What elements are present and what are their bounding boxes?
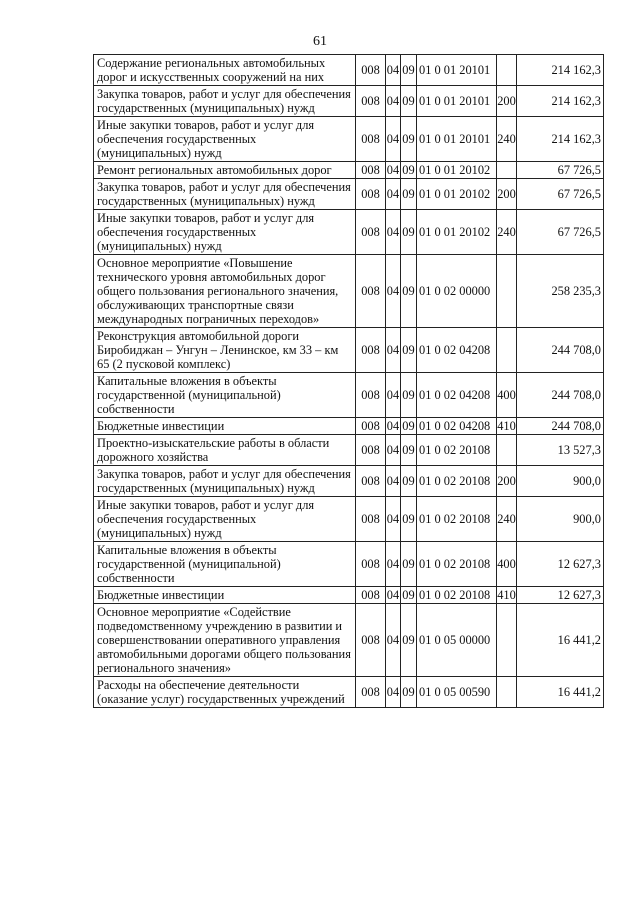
expense-name-cell: Бюджетные инвестиции (94, 418, 356, 435)
expense-name-cell: Закупка товаров, работ и услуг для обеспечения государственных (муниципальных) нужд (94, 86, 356, 117)
expense-type-cell: 200 (497, 179, 517, 210)
target-article-cell: 01 0 05 00590 (417, 677, 497, 708)
expense-name-cell: Закупка товаров, работ и услуг для обеспечения государственных (муниципальных) нужд (94, 179, 356, 210)
subsection-code-cell: 09 (401, 677, 417, 708)
expense-name-cell: Проектно-изыскательские работы в области дорожного хозяйства (94, 435, 356, 466)
section-code-cell: 04 (386, 179, 401, 210)
amount-cell: 900,0 (517, 497, 604, 542)
expense-type-cell (497, 55, 517, 86)
section-code-cell: 04 (386, 497, 401, 542)
section-code-cell: 04 (386, 86, 401, 117)
admin-code-cell: 008 (356, 86, 386, 117)
admin-code-cell: 008 (356, 373, 386, 418)
target-article-cell: 01 0 02 20108 (417, 466, 497, 497)
table-row (94, 328, 604, 373)
target-article-cell: 01 0 01 20102 (417, 179, 497, 210)
section-code-cell: 04 (386, 328, 401, 373)
target-article-cell: 01 0 02 20108 (417, 497, 497, 542)
target-article-cell: 01 0 02 20108 (417, 542, 497, 587)
admin-code-cell: 008 (356, 435, 386, 466)
amount-cell: 16 441,2 (517, 677, 604, 708)
expense-type-cell: 200 (497, 466, 517, 497)
expense-type-cell (497, 604, 517, 677)
subsection-code-cell: 09 (401, 86, 417, 117)
expense-type-cell: 240 (497, 210, 517, 255)
target-article-cell: 01 0 01 20102 (417, 162, 497, 179)
target-article-cell: 01 0 02 04208 (417, 418, 497, 435)
target-article-cell: 01 0 02 20108 (417, 587, 497, 604)
target-article-cell: 01 0 02 20108 (417, 435, 497, 466)
amount-cell: 12 627,3 (517, 587, 604, 604)
admin-code-cell: 008 (356, 162, 386, 179)
amount-cell: 12 627,3 (517, 542, 604, 587)
subsection-code-cell: 09 (401, 466, 417, 497)
admin-code-cell: 008 (356, 210, 386, 255)
admin-code-cell: 008 (356, 587, 386, 604)
target-article-cell: 01 0 01 20101 (417, 117, 497, 162)
admin-code-cell: 008 (356, 255, 386, 328)
table-row (94, 373, 604, 418)
subsection-code-cell: 09 (401, 497, 417, 542)
section-code-cell: 04 (386, 163, 400, 177)
section-code-cell: 04 (386, 419, 400, 433)
admin-code-cell: 008 (356, 55, 386, 86)
subsection-code-cell: 09 (401, 55, 417, 86)
expense-type-cell (497, 435, 517, 466)
section-code-cell: 04 (386, 255, 401, 328)
expense-type-cell: 240 (497, 497, 517, 542)
amount-cell: 214 162,3 (517, 55, 604, 86)
admin-code-cell: 008 (356, 117, 386, 162)
section-code-cell: 04 (386, 604, 401, 677)
amount-cell: 258 235,3 (517, 255, 604, 328)
expense-type-cell (497, 328, 517, 373)
expense-type-cell: 400 (497, 542, 517, 587)
table-row (94, 587, 604, 604)
amount-cell: 214 162,3 (517, 117, 604, 162)
table-row (94, 210, 604, 255)
budget-table-body (94, 55, 604, 708)
admin-code-cell: 008 (356, 179, 386, 210)
amount-cell: 244 708,0 (517, 418, 604, 435)
subsection-code-cell: 09 (401, 179, 417, 210)
expense-type-cell: 400 (497, 373, 517, 418)
section-code-cell: 04 (386, 55, 401, 86)
target-article-cell: 01 0 01 20101 (417, 55, 497, 86)
expense-name-cell: Содержание региональных автомобильных дорог и искусственных сооружений на них (94, 55, 356, 86)
table-row (94, 418, 604, 435)
target-article-cell: 01 0 02 00000 (417, 255, 497, 328)
table-row (94, 55, 604, 86)
amount-cell: 13 527,3 (517, 435, 604, 466)
section-code-cell: 04 (386, 210, 401, 255)
table-row (94, 162, 604, 179)
table-row (94, 255, 604, 328)
amount-cell: 244 708,0 (517, 328, 604, 373)
amount-cell: 67 726,5 (517, 179, 604, 210)
table-row (94, 497, 604, 542)
subsection-code-cell: 09 (402, 588, 415, 602)
subsection-code-cell: 09 (402, 163, 415, 177)
table-row (94, 604, 604, 677)
table-row (94, 117, 604, 162)
subsection-code-cell: 09 (401, 255, 417, 328)
subsection-code-cell: 09 (401, 373, 417, 418)
expense-type-cell (497, 677, 517, 708)
subsection-code-cell: 09 (401, 542, 417, 587)
amount-cell: 900,0 (517, 466, 604, 497)
target-article-cell: 01 0 02 04208 (417, 328, 497, 373)
amount-cell: 67 726,5 (517, 210, 604, 255)
admin-code-cell: 008 (356, 418, 386, 435)
amount-cell: 67 726,5 (517, 162, 604, 179)
table-row (94, 179, 604, 210)
table-row (94, 86, 604, 117)
target-article-cell: 01 0 02 04208 (417, 373, 497, 418)
expense-name-cell: Капитальные вложения в объекты государственной (муниципальной) собственности (94, 373, 356, 418)
subsection-code-cell: 09 (401, 210, 417, 255)
page-number: 61 (313, 34, 327, 49)
expense-type-cell: 240 (497, 117, 517, 162)
expense-type-cell: 410 (497, 588, 516, 602)
subsection-code-cell: 09 (401, 604, 417, 677)
section-code-cell: 04 (386, 435, 401, 466)
expense-type-cell: 200 (497, 86, 517, 117)
section-code-cell: 04 (386, 117, 401, 162)
expense-type-cell: 410 (497, 419, 516, 433)
section-code-cell: 04 (386, 466, 401, 497)
table-row (94, 466, 604, 497)
table-row (94, 542, 604, 587)
section-code-cell: 04 (386, 588, 400, 602)
amount-cell: 16 441,2 (517, 604, 604, 677)
expense-type-cell (497, 162, 517, 179)
expense-type-cell (497, 255, 517, 328)
admin-code-cell: 008 (356, 677, 386, 708)
expense-name-cell: Основное мероприятие «Повышение технического уровня автомобильных дорог общего пользования регионального значения, обслуживающих транспортные связи международных пограничных переходов» (94, 255, 356, 328)
target-article-cell: 01 0 01 20101 (417, 86, 497, 117)
table-row (94, 435, 604, 466)
expense-name-cell: Иные закупки товаров, работ и услуг для обеспечения государственных (муниципальных) нужд (94, 117, 356, 162)
admin-code-cell: 008 (356, 328, 386, 373)
target-article-cell: 01 0 01 20102 (417, 210, 497, 255)
admin-code-cell: 008 (356, 542, 386, 587)
subsection-code-cell: 09 (401, 117, 417, 162)
subsection-code-cell: 09 (402, 419, 415, 433)
expense-name-cell: Расходы на обеспечение деятельности (оказание услуг) государственных учреждений (94, 677, 356, 708)
expense-name-cell: Основное мероприятие «Содействие подведомственному учреждению в развитии и совершенствовании оперативного управления автомобильными дорогами общего пользования регионального значения» (94, 604, 356, 677)
table-row (94, 677, 604, 708)
budget-table (93, 54, 604, 708)
admin-code-cell: 008 (356, 604, 386, 677)
expense-name-cell: Иные закупки товаров, работ и услуг для обеспечения государственных (муниципальных) нужд (94, 497, 356, 542)
subsection-code-cell: 09 (401, 435, 417, 466)
expense-name-cell: Капитальные вложения в объекты государственной (муниципальной) собственности (94, 542, 356, 587)
section-code-cell: 04 (386, 373, 401, 418)
amount-cell: 244 708,0 (517, 373, 604, 418)
section-code-cell: 04 (386, 542, 401, 587)
expense-name-cell: Закупка товаров, работ и услуг для обеспечения государственных (муниципальных) нужд (94, 466, 356, 497)
expense-name-cell: Иные закупки товаров, работ и услуг для обеспечения государственных (муниципальных) нужд (94, 210, 356, 255)
admin-code-cell: 008 (356, 466, 386, 497)
subsection-code-cell: 09 (401, 328, 417, 373)
expense-name-cell: Бюджетные инвестиции (94, 587, 356, 604)
amount-cell: 214 162,3 (517, 86, 604, 117)
expense-name-cell: Реконструкция автомобильной дороги Биробиджан – Унгун – Ленинское, км 33 – км 65 (2 пусковой комплекс) (94, 328, 356, 373)
expense-name-cell: Ремонт региональных автомобильных дорог (94, 162, 356, 179)
admin-code-cell: 008 (356, 497, 386, 542)
section-code-cell: 04 (386, 677, 401, 708)
target-article-cell: 01 0 05 00000 (417, 604, 497, 677)
